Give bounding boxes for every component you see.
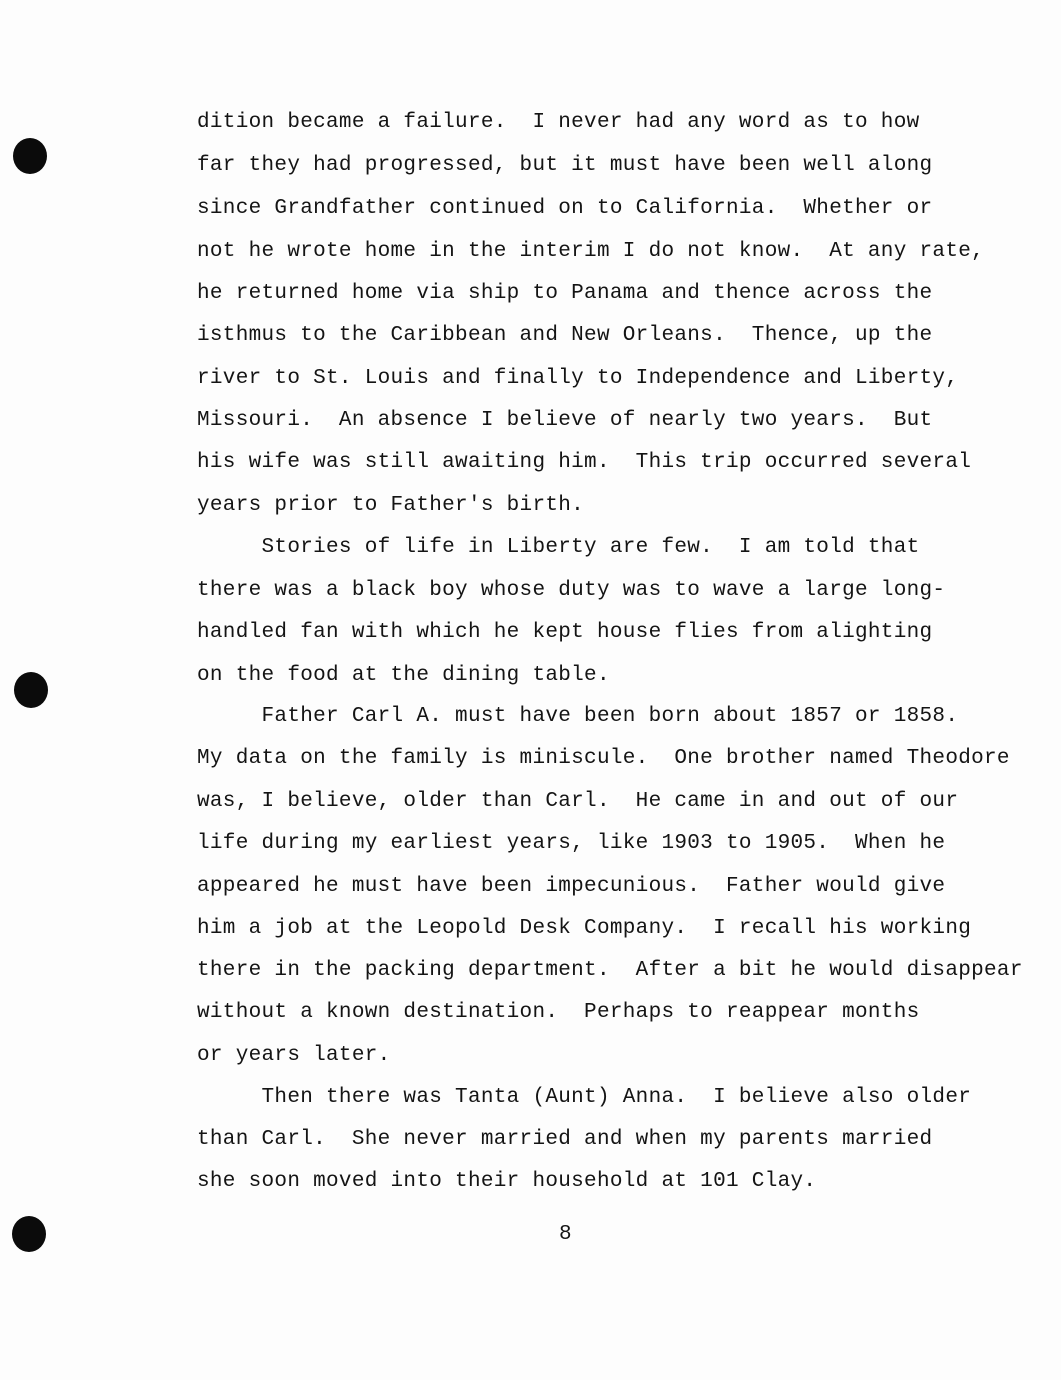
text-line: or years later. [197,1044,391,1067]
text-line: was, I believe, older than Carl. He came in and out of our [197,790,959,813]
text-line: appeared he must have been impecunious. Father would give [197,875,946,898]
paragraph-start-line: Stories of life in Liberty are few. I am told that [197,536,920,559]
text-line: dition became a failure. I never had any word as to how [197,111,920,134]
binder-hole-top [13,138,47,174]
text-line: handled fan with which he kept house flies from alighting [197,621,933,644]
text-line: life during my earliest years, like 1903 to 1905. When he [197,832,946,855]
text-line: she soon moved into their household at 101 Clay. [197,1170,817,1193]
text-line: without a known destination. Perhaps to reappear months [197,1001,920,1024]
text-line: there in the packing department. After a bit he would disappear [197,959,1023,982]
text-line: Missouri. An absence I believe of nearly two years. But [197,409,933,432]
text-line: him a job at the Leopold Desk Company. I recall his working [197,917,972,940]
text-line: since Grandfather continued on to California. Whether or [197,197,933,220]
paragraph-start-line: Then there was Tanta (Aunt) Anna. I believe also older [197,1086,972,1109]
text-line: he returned home via ship to Panama and thence across the [197,282,933,305]
text-line: than Carl. She never married and when my parents married [197,1128,933,1151]
text-line: far they had progressed, but it must have been well along [197,154,933,177]
page-number: 8 [559,1223,572,1246]
text-line: his wife was still awaiting him. This trip occurred several [197,451,972,474]
text-line: My data on the family is miniscule. One brother named Theodore [197,747,1010,770]
text-line: years prior to Father's birth. [197,494,585,517]
paragraph-start-line: Father Carl A. must have been born about 1857 or 1858. [197,705,959,728]
binder-hole-middle [14,672,48,708]
binder-hole-bottom [12,1216,46,1252]
text-line: on the food at the dining table. [197,664,610,687]
text-line: not he wrote home in the interim I do not know. At any rate, [197,240,985,263]
text-line: river to St. Louis and finally to Independence and Liberty, [197,367,959,390]
text-line: isthmus to the Caribbean and New Orleans. Thence, up the [197,324,933,347]
text-line: there was a black boy whose duty was to wave a large long- [197,579,946,602]
